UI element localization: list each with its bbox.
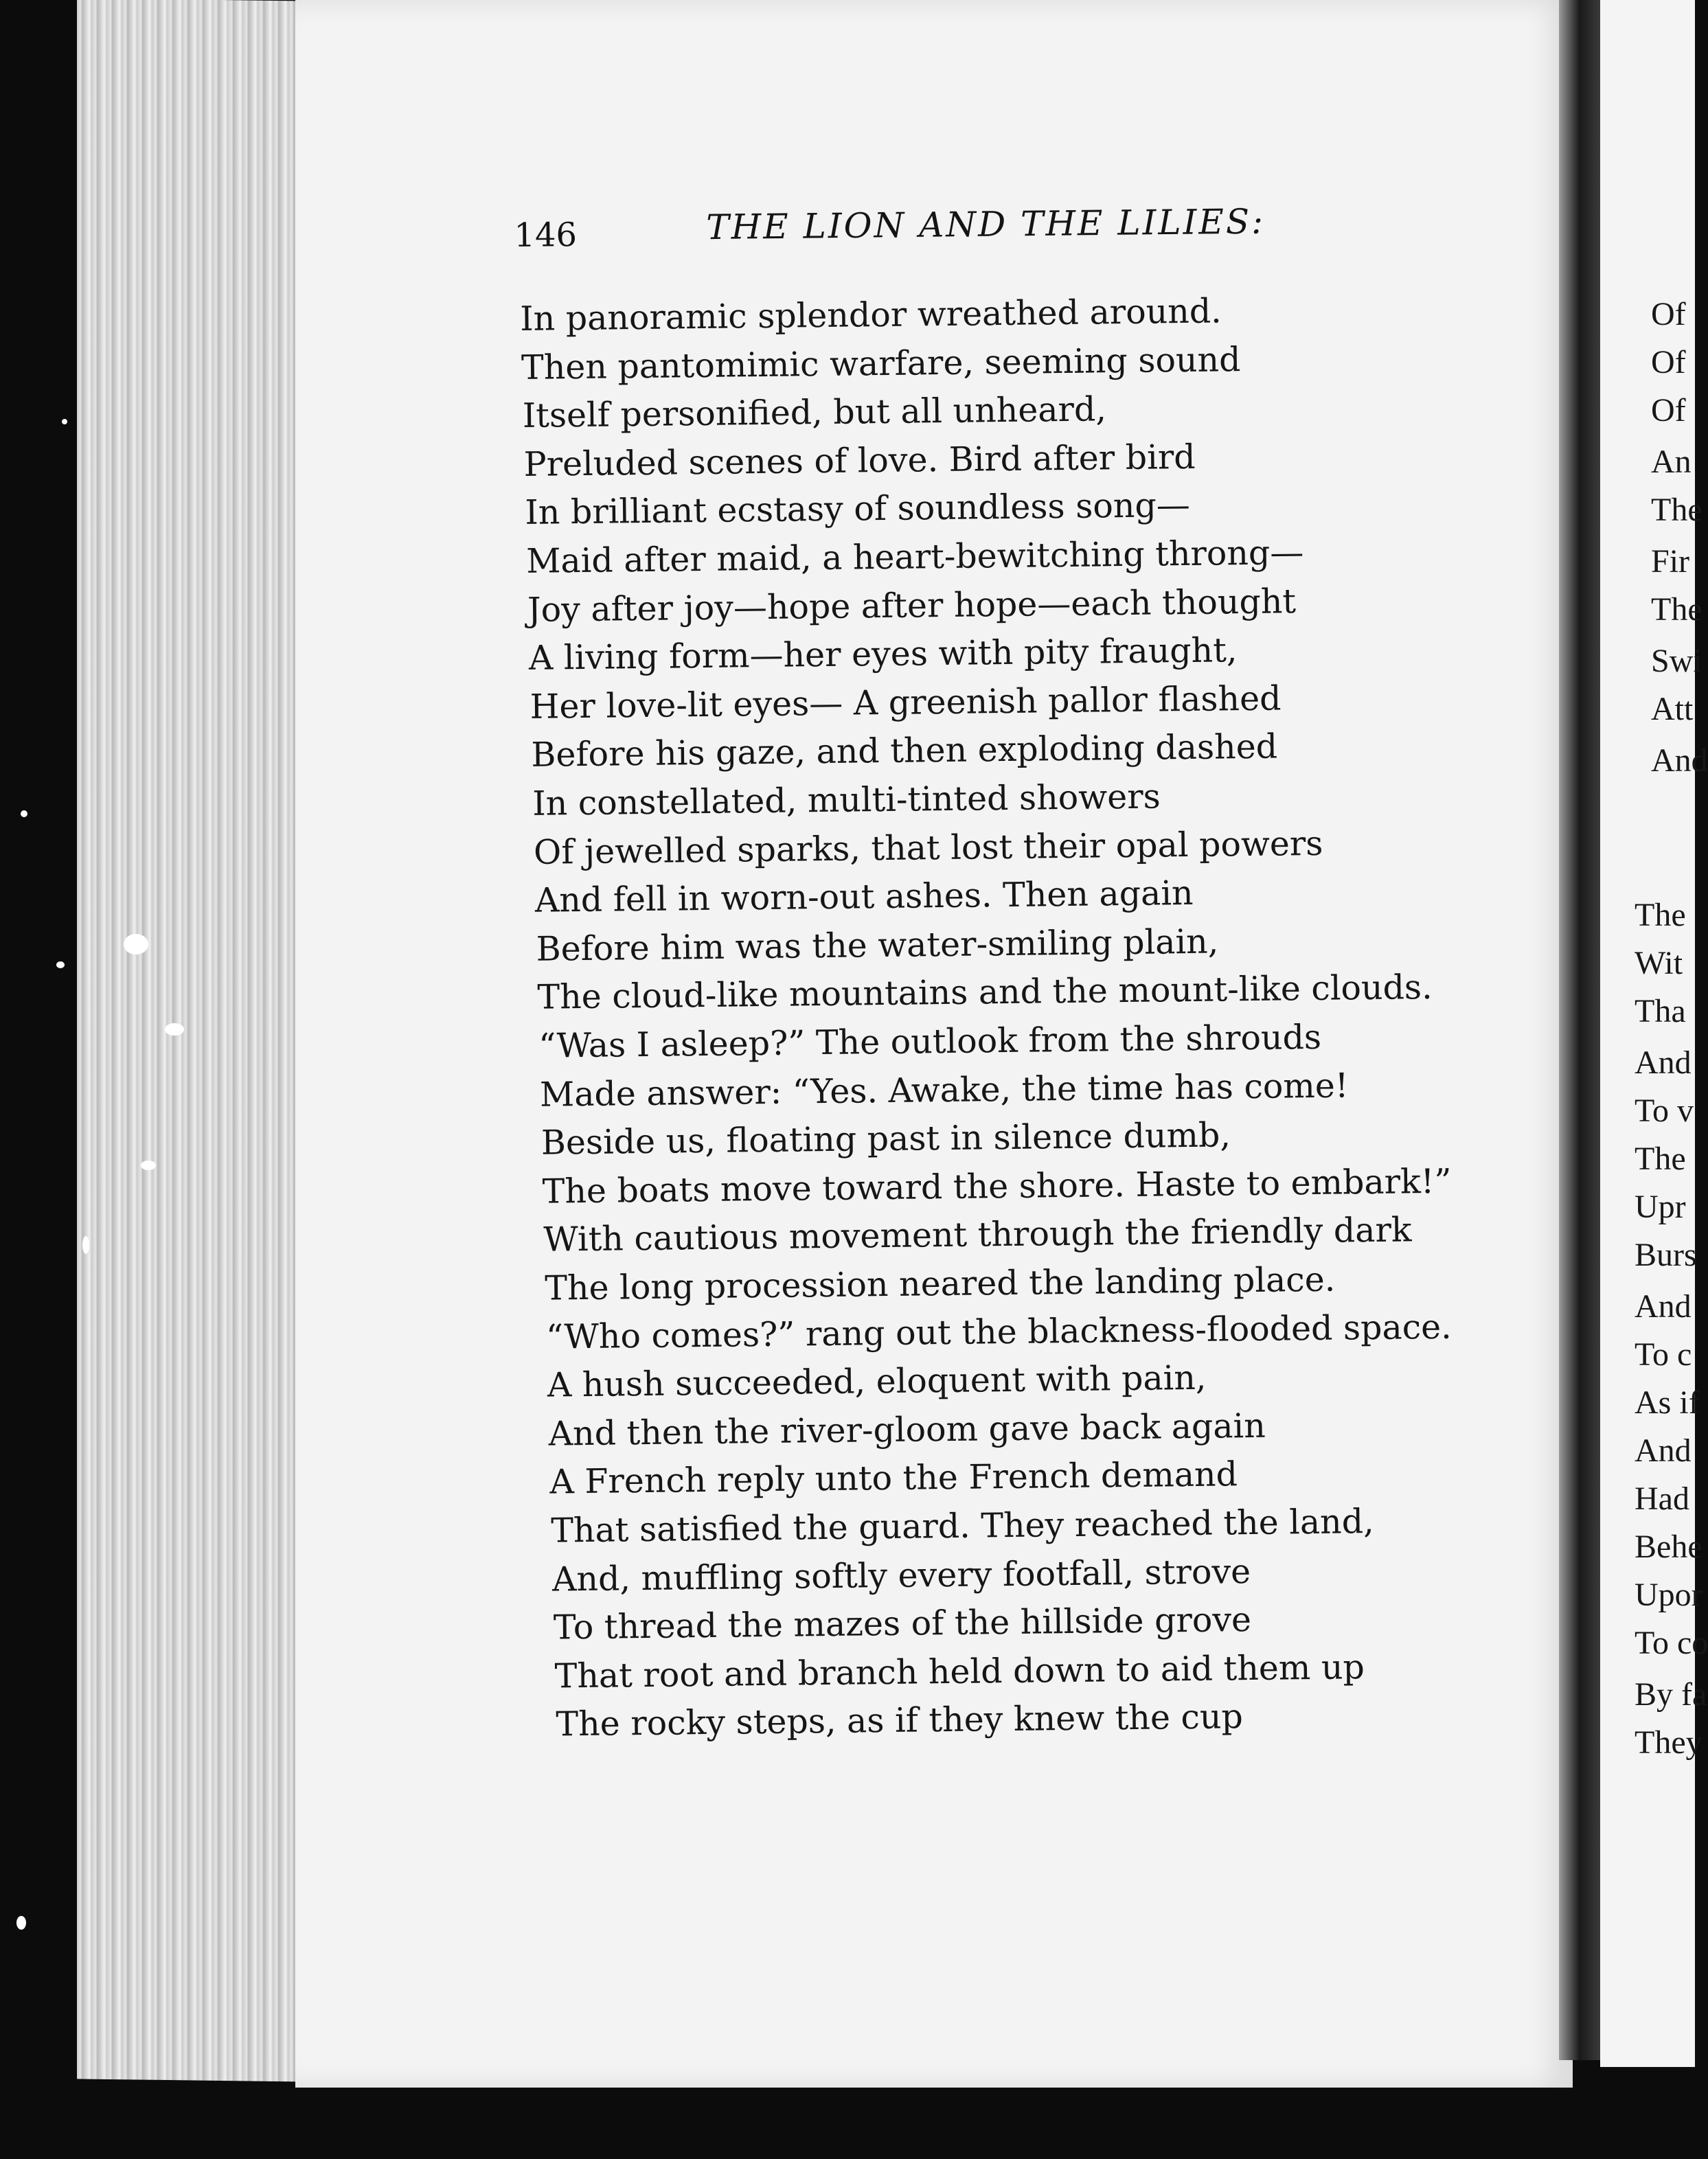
poem-line: Then pantomimic warfare, seeming sound	[521, 339, 1241, 387]
facing-page-fragment: Behe	[1635, 1529, 1703, 1565]
dust-speck	[21, 810, 27, 817]
facing-page-fragment: Fir	[1651, 543, 1690, 580]
poem-line: And then the river-gloom gave back again	[548, 1406, 1266, 1454]
facing-page-fragment: Had	[1635, 1481, 1689, 1517]
poem-line: In brilliant ecstasy of soundless song—	[525, 486, 1191, 533]
poem-line: With cautious movement through the friendly dark	[543, 1210, 1412, 1260]
dust-speck	[165, 1023, 184, 1036]
poem-line: Preluded scenes of love. Bird after bird	[523, 437, 1196, 484]
poem-line: And fell in worn-out ashes. Then again	[534, 873, 1194, 920]
facing-page-fragment: And	[1635, 1432, 1692, 1469]
poem-line: “Who comes?” rang out the blackness-flooded space.	[545, 1307, 1453, 1357]
dust-speck	[82, 1236, 89, 1254]
facing-page-fragment: An	[1651, 444, 1692, 480]
facing-page-fragment: To co	[1635, 1625, 1708, 1661]
poem-line: The rocky steps, as if they knew the cup	[556, 1697, 1244, 1744]
facing-page-fragment: And	[1635, 1288, 1692, 1325]
dust-speck	[16, 1916, 26, 1930]
dust-speck	[56, 961, 65, 968]
poem-line: Maid after maid, a heart-bewitching throng—	[525, 533, 1304, 581]
poem-line: Before him was the water-smiling plain,	[536, 922, 1219, 969]
poem-line: The cloud-like mountains and the mount-like clouds.	[537, 968, 1433, 1018]
page-header	[514, 200, 1407, 264]
poem-line: Itself personified, but all unheard,	[522, 389, 1107, 436]
poem-line: Beside us, floating past in silence dumb,	[540, 1115, 1231, 1163]
facing-page-fragment: Of	[1651, 296, 1686, 332]
facing-page-fragment: To c	[1635, 1336, 1692, 1373]
facing-page-fragment: As if	[1635, 1384, 1700, 1421]
facing-page-fragment: Swi	[1651, 643, 1703, 679]
poem-line: A French reply unto the French demand	[549, 1454, 1238, 1503]
facing-page-fragment: And	[1651, 742, 1708, 779]
poem-line: Made answer: “Yes. Awake, the time has come!	[539, 1065, 1349, 1115]
poem-line: A hush succeeded, eloquent with pain,	[547, 1358, 1207, 1405]
facing-page-fragment: The	[1651, 492, 1703, 528]
running-title: THE LION AND THE LILIES:	[705, 201, 1266, 248]
facing-page-fragment: The	[1651, 591, 1703, 628]
poem-line: Her love-lit eyes— A greenish pallor flashed	[530, 678, 1282, 727]
poem-line: Before his gaze, and then exploding dashed	[531, 727, 1278, 775]
dust-speck	[62, 419, 67, 424]
poem-line: The long procession neared the landing place.	[544, 1259, 1336, 1308]
poem-line: Joy after joy—hope after hope—each thought	[527, 581, 1297, 630]
poem-line: In panoramic splendor wreathed around.	[519, 291, 1222, 339]
poem-line: “Was I asleep?” The outlook from the shrouds	[538, 1017, 1322, 1066]
facing-page	[1600, 0, 1708, 2067]
poem-line: A living form—her eyes with pity fraught,	[528, 630, 1238, 678]
dust-speck	[124, 934, 148, 955]
poem-line: That satisfied the guard. They reached the land,	[550, 1502, 1374, 1551]
poem-line: That root and branch held down to aid them up	[554, 1647, 1365, 1696]
facing-page-fragment: Att	[1651, 691, 1694, 727]
facing-page-fragment: And	[1635, 1044, 1692, 1081]
facing-page-fragment: Burs	[1635, 1237, 1697, 1273]
poem-line: To thread the mazes of the hillside grove	[553, 1600, 1252, 1647]
facing-page-fragment: To v	[1635, 1093, 1694, 1129]
page-number: 146	[514, 216, 578, 255]
book-gutter	[1559, 0, 1600, 2060]
facing-page-fragment: Of	[1651, 344, 1686, 380]
dust-speck	[141, 1161, 156, 1170]
facing-page-fragment: Wit	[1635, 945, 1683, 981]
poem-line: In constellated, multi-tinted showers	[532, 777, 1161, 823]
facing-page-fragment: Upor	[1635, 1577, 1703, 1613]
facing-page-fragment: They	[1635, 1724, 1703, 1761]
facing-page-fragment: By fa	[1635, 1676, 1707, 1713]
poem-line: Of jewelled sparks, that lost their opal powers	[533, 823, 1323, 872]
facing-page-fragment: Of	[1651, 392, 1686, 429]
facing-page-fragment: The	[1635, 897, 1686, 933]
facing-page-fragment: The	[1635, 1141, 1686, 1177]
facing-page-fragment: Tha	[1635, 993, 1686, 1029]
poem-line: And, muffling softly every footfall, strove	[551, 1551, 1251, 1599]
facing-page-fragment: Upr	[1635, 1189, 1686, 1225]
poem-line: The boats move toward the shore. Haste to embark!”	[542, 1161, 1452, 1211]
